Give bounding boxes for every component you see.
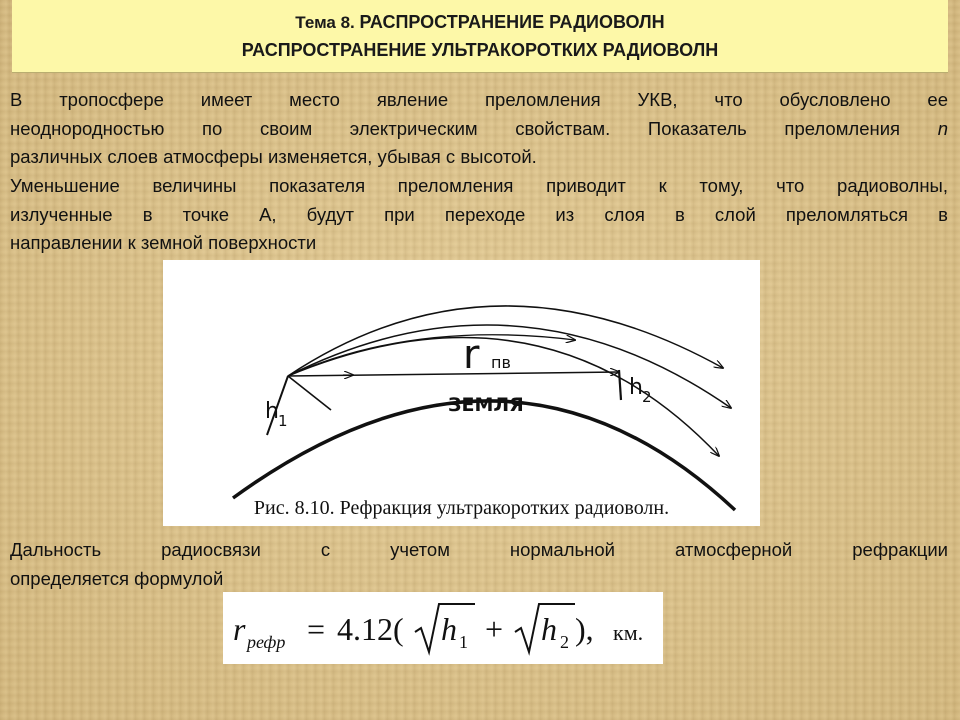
direct-ray [288,372,619,376]
formula-coefficient: 4.12( [337,611,404,647]
paragraph-line: определяется формулой [10,567,224,589]
figure-caption: Рис. 8.10. Рефракция ультракоротких радиоволн. [253,497,670,519]
formula-h2-sub: 2 [560,632,569,652]
paragraph-refraction-intro [10,86,948,172]
formula-h2: h [541,611,557,647]
formula-lhs: r [233,611,246,647]
variable-n: n [937,117,948,139]
paragraph-text: неоднородностью по своим электрическим свойствам. Показатель преломления [10,117,938,139]
slide-subtitle: РАСПРОСТРАНЕНИЕ УЛЬТРАКОРОТКИХ РАДИОВОЛН [241,40,719,60]
paragraph-line: различных слоев атмосферы изменяется, убывая с высотой. [10,146,537,167]
label-earth: ЗЕМЛЯ [448,394,524,416]
paragraph-line: излученные в точке А, будут при переходе из слоя в слой преломляться в [10,203,948,225]
paragraph-line: В тропосфере имеет место явление преломления УКВ, что обусловлено ее [10,89,948,110]
paragraph-line: Уменьшение величины показателя преломления приводит к тому, что радиоволны, [10,175,948,196]
h2-line [619,370,621,400]
refracted-ray-4 [288,335,575,376]
topic-prefix: Тема 8. [295,13,360,32]
label-r: r [463,332,480,378]
paragraph-formula-intro [10,536,948,593]
formula-close: ), [575,611,594,647]
paragraph-line [10,115,948,144]
refraction-figure [163,260,760,526]
formula-h1-sub: 1 [459,632,468,652]
formula-equals: = [307,611,326,647]
label-h2-sub: 2 [642,388,652,406]
formula-unit: км. [613,620,644,645]
slide-header [12,0,948,73]
label-h1: h [265,399,279,424]
formula-lhs-sub: рефр [247,632,286,652]
range-formula [223,592,663,664]
label-h2: h [629,375,643,400]
ray-to-ground [288,376,331,410]
formula-plus: + [485,611,504,647]
refraction-diagram [163,260,760,526]
paragraph-line: направлении к земной поверхности [10,232,317,253]
topic-title-line [12,12,948,33]
earth-surface-arc [233,401,735,510]
paragraph-refraction-effect [10,172,948,258]
label-h1-sub: 1 [278,412,288,430]
paragraph-line: Дальность радиосвязи с учетом нормальной атмосферной рефракции [10,539,948,560]
label-r-sub: пв [491,353,511,372]
formula-graphic [223,592,663,664]
formula-h1: h [441,611,457,647]
topic-title: РАСПРОСТРАНЕНИЕ РАДИОВОЛН [359,12,665,32]
